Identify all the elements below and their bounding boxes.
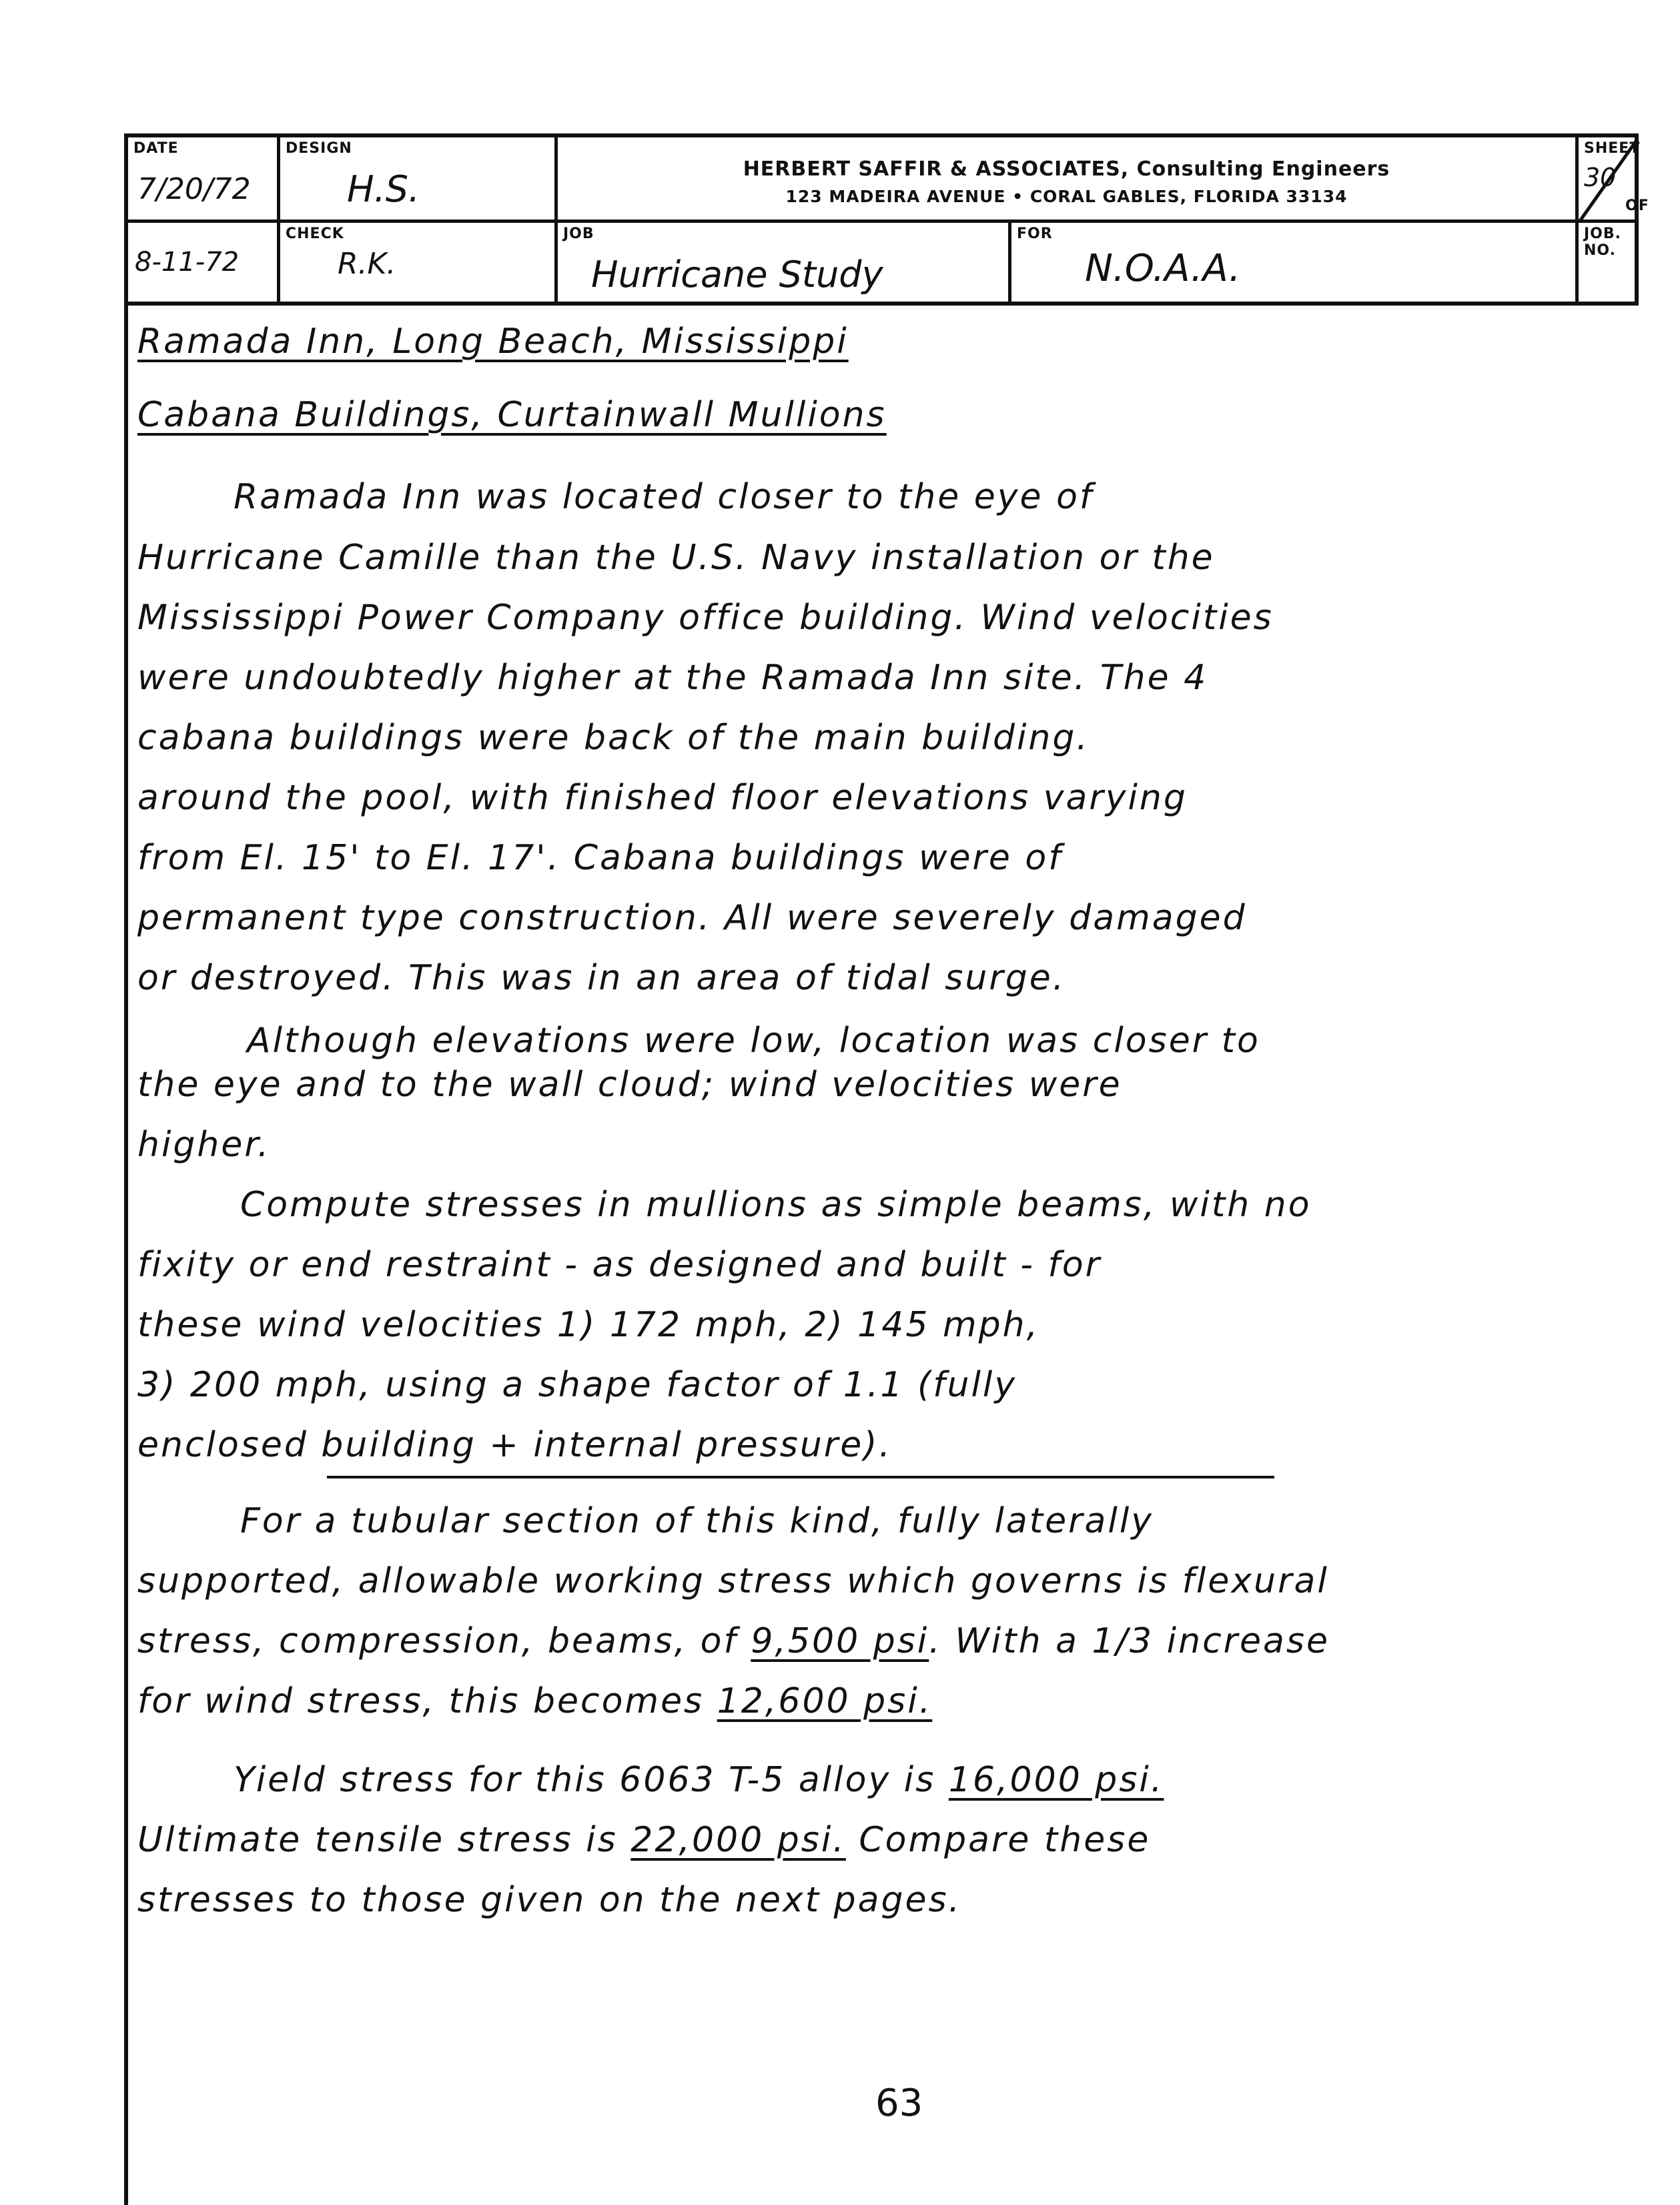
for-value: N.O.A.A. bbox=[1085, 247, 1241, 290]
para4-line-3-text-a: stress, compression, beams, of bbox=[137, 1621, 751, 1661]
title-line-2: Cabana Buildings, Curtainwall Mullions bbox=[137, 395, 887, 435]
para4-line-2: supported, allowable working stress which governs is flexural bbox=[137, 1561, 1329, 1601]
firm-name: HERBERT SAFFIR & ASSOCIATES, Consulting Engineers bbox=[743, 157, 1390, 181]
para4-line-4 bbox=[137, 1681, 932, 1721]
para4-line-1: For a tubular section of this kind, fully laterally bbox=[240, 1501, 1154, 1541]
para3-line-2: fixity or end restraint - as designed and built - for bbox=[137, 1245, 1102, 1285]
para5-line-3: stresses to those given on the next pages. bbox=[137, 1880, 962, 1920]
tensile-stress-value: 22,000 psi. bbox=[631, 1820, 846, 1860]
design-value: H.S. bbox=[347, 168, 420, 210]
para5-line-1-text: Yield stress for this 6063 T-5 alloy is bbox=[234, 1760, 949, 1800]
firm-cell bbox=[558, 137, 1579, 223]
para1-line-9: or destroyed. This was in an area of tidal surge. bbox=[137, 958, 1066, 998]
page-number: 63 bbox=[875, 2082, 923, 2125]
check-value: R.K. bbox=[338, 247, 396, 281]
left-margin-line bbox=[124, 280, 128, 2205]
para3-line-3: these wind velocities 1) 172 mph, 2) 145 mph, bbox=[137, 1305, 1040, 1345]
design-caption: DESIGN bbox=[286, 140, 352, 157]
sheet-caption: SHEET bbox=[1584, 140, 1641, 157]
para1-line-3: Mississippi Power Company office building. Wind velocities bbox=[137, 598, 1274, 638]
title-block bbox=[124, 133, 1649, 306]
para2-line-1: Although elevations were low, location was closer to bbox=[247, 1021, 1260, 1061]
para1-line-5: cabana buildings were back of the main building. bbox=[137, 718, 1090, 758]
wind-stress-value: 12,600 psi. bbox=[717, 1681, 933, 1721]
of-caption: OF bbox=[1625, 197, 1649, 214]
para3-rule bbox=[327, 1476, 1274, 1478]
para1-line-6: around the pool, with finished floor elevations varying bbox=[137, 778, 1188, 818]
para5-line-2 bbox=[137, 1820, 1150, 1860]
para2-line-2: the eye and to the wall cloud; wind velocities were bbox=[137, 1065, 1122, 1105]
design-cell bbox=[280, 137, 558, 223]
para3-line-1: Compute stresses in mullions as simple beams, with no bbox=[240, 1185, 1312, 1225]
para1-line-8: permanent type construction. All were severely damaged bbox=[137, 898, 1247, 938]
para3-line-4: 3) 200 mph, using a shape factor of 1.1 (fully bbox=[137, 1365, 1017, 1405]
para1-line-4: were undoubtedly higher at the Ramada Inn site. The 4 bbox=[137, 658, 1208, 698]
for-cell bbox=[1011, 223, 1579, 303]
para4-line-4-text: for wind stress, this becomes bbox=[137, 1681, 717, 1721]
yield-stress-value: 16,000 psi. bbox=[948, 1760, 1164, 1800]
para1-line-1: Ramada Inn was located closer to the eye of bbox=[234, 477, 1094, 517]
check-caption: CHECK bbox=[286, 226, 344, 242]
para4-line-3 bbox=[137, 1621, 1330, 1661]
date-value: 7/20/72 bbox=[137, 172, 251, 206]
date-caption: DATE bbox=[133, 140, 179, 157]
check-date-cell bbox=[128, 223, 280, 303]
job-value: Hurricane Study bbox=[591, 254, 883, 296]
date-cell bbox=[128, 137, 280, 223]
job-number-cell bbox=[1579, 223, 1635, 303]
for-caption: FOR bbox=[1017, 226, 1053, 242]
sheet-diagonal-icon bbox=[1579, 137, 1639, 223]
para5-line-2-text-a: Ultimate tensile stress is bbox=[137, 1820, 631, 1860]
sheet-value: 30 bbox=[1584, 163, 1617, 192]
check-cell bbox=[280, 223, 558, 303]
job-caption: JOB bbox=[563, 226, 594, 242]
para5-line-2-text-b: Compare these bbox=[845, 1820, 1151, 1860]
job-number-caption: JOB. NO. bbox=[1584, 226, 1622, 259]
para1-line-7: from El. 15' to El. 17'. Cabana buildings were of bbox=[137, 838, 1063, 878]
allowable-stress-value: 9,500 psi bbox=[751, 1621, 929, 1661]
check-date-value: 8-11-72 bbox=[135, 247, 240, 278]
para3-line-5: enclosed building + internal pressure). bbox=[137, 1425, 892, 1465]
firm-address: 123 MADEIRA AVENUE • CORAL GABLES, FLORIDA 33134 bbox=[785, 187, 1348, 206]
para5-line-1 bbox=[234, 1760, 1164, 1800]
title-line-1: Ramada Inn, Long Beach, Mississippi bbox=[137, 322, 849, 362]
para4-line-3-text-b: . With a 1/3 increase bbox=[929, 1621, 1330, 1661]
job-cell bbox=[558, 223, 1011, 303]
para1-line-2: Hurricane Camille than the U.S. Navy installation or the bbox=[137, 538, 1215, 578]
para2-line-3: higher. bbox=[137, 1125, 271, 1165]
